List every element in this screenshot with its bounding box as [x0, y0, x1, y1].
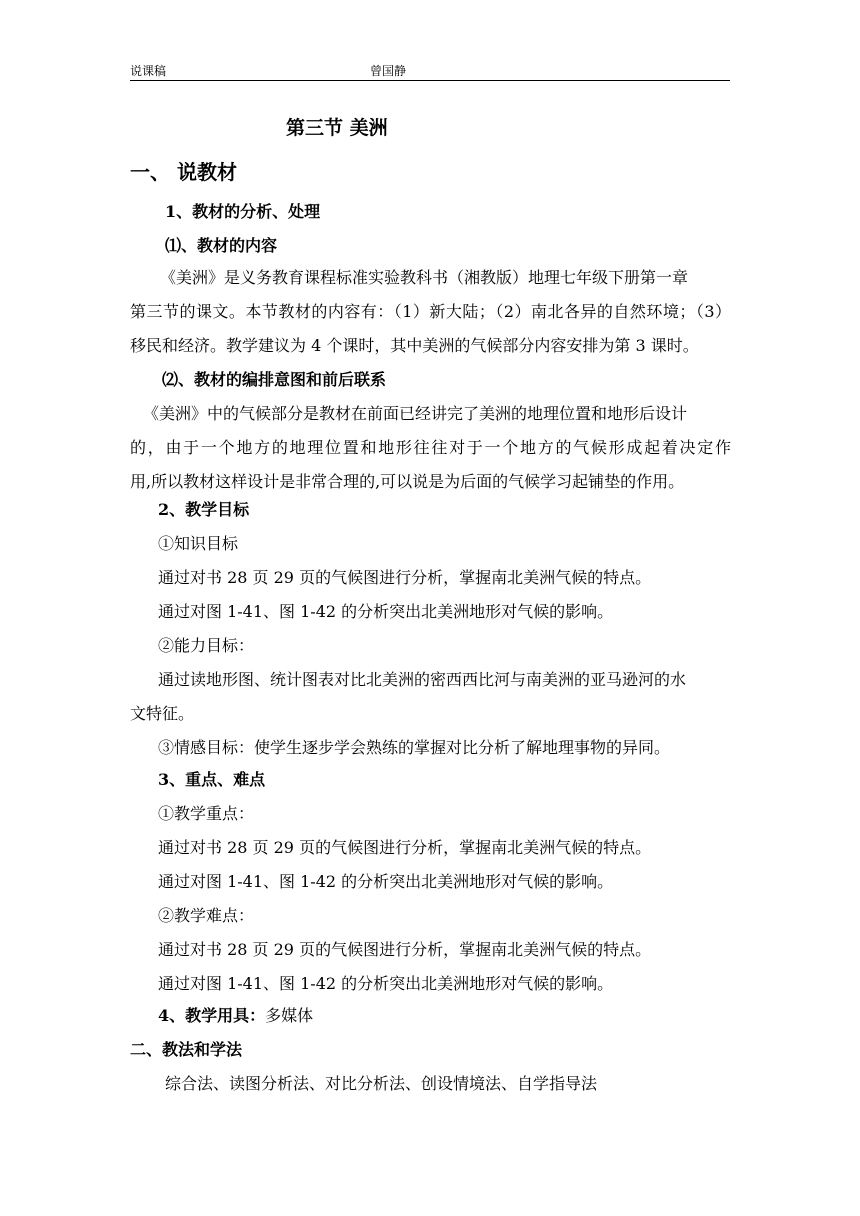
difficult-point-line-1: 通过对书 28 页 29 页的气候图进行分析，掌握南北美洲气候的特点。	[158, 940, 652, 959]
subsection-1-heading: 1、教材的分析、处理	[165, 202, 321, 221]
ability-goal-line-1: 通过读地形图、统计图表对比北美洲的密西西比河与南美洲的亚马逊河的水	[158, 670, 687, 689]
ability-goal-label: ②能力目标：	[158, 636, 255, 655]
section-2-heading: 二、教法和学法	[130, 1040, 243, 1059]
knowledge-goal-label: ①知识目标	[158, 534, 239, 553]
key-point-line-2: 通过对图 1-41、图 1-42 的分析突出北美洲地形对气候的影响。	[158, 872, 614, 891]
difficult-point-line-2: 通过对图 1-41、图 1-42 的分析突出北美洲地形对气候的影响。	[158, 974, 614, 993]
emotion-goal-line: ③情感目标：使学生逐步学会熟练的掌握对比分析了解地理事物的异同。	[158, 738, 671, 757]
page-title: 第三节 美洲	[286, 117, 388, 139]
section-1-heading: 一、 说教材	[130, 160, 237, 184]
content-heading: ⑴、教材的内容	[165, 236, 278, 255]
difficult-point-label: ②教学难点：	[158, 906, 255, 925]
subsection-2-heading: 2、教学目标	[158, 500, 250, 519]
content-line-2: 第三节的课文。本节教材的内容有：（1）新大陆；（2）南北各异的自然环境；（3）	[130, 302, 731, 321]
ability-goal-line-2: 文特征。	[130, 704, 195, 723]
teaching-tools-label: 4、教学用具：	[158, 1006, 266, 1025]
intent-heading: ⑵、教材的编排意图和前后联系	[162, 370, 387, 389]
page-header	[130, 62, 730, 81]
intent-line-3: 用,所以教材这样设计是非常合理的,可以说是为后面的气候学习起铺垫的作用。	[130, 472, 685, 491]
key-point-label: ①教学重点：	[158, 804, 255, 823]
header-author: 曾国静	[370, 64, 407, 78]
intent-line-2: 的，由于一个地方的地理位置和地形往往对于一个地方的气候形成起着决定作	[130, 438, 731, 457]
methods-line: 综合法、读图分析法、对比分析法、创设情境法、自学指导法	[165, 1074, 598, 1093]
subsection-3-heading: 3、重点、难点	[158, 770, 266, 789]
teaching-tools-value: 多媒体	[265, 1006, 314, 1025]
knowledge-goal-line-1: 通过对书 28 页 29 页的气候图进行分析，掌握南北美洲气候的特点。	[158, 568, 652, 587]
content-line-1: 《美洲》是义务教育课程标准实验教科书（湘教版）地理七年级下册第一章	[160, 268, 689, 287]
key-point-line-1: 通过对书 28 页 29 页的气候图进行分析，掌握南北美洲气候的特点。	[158, 838, 652, 857]
header-doc-type: 说课稿	[130, 64, 167, 78]
subsection-4	[158, 1006, 313, 1026]
content-line-3: 移民和经济。教学建议为 4 个课时，其中美洲的气候部分内容安排为第 3 课时。	[130, 336, 699, 355]
knowledge-goal-line-2: 通过对图 1-41、图 1-42 的分析突出北美洲地形对气候的影响。	[158, 602, 614, 621]
intent-line-1: 《美洲》中的气候部分是教材在前面已经讲完了美洲的地理位置和地形后设计	[143, 404, 688, 423]
